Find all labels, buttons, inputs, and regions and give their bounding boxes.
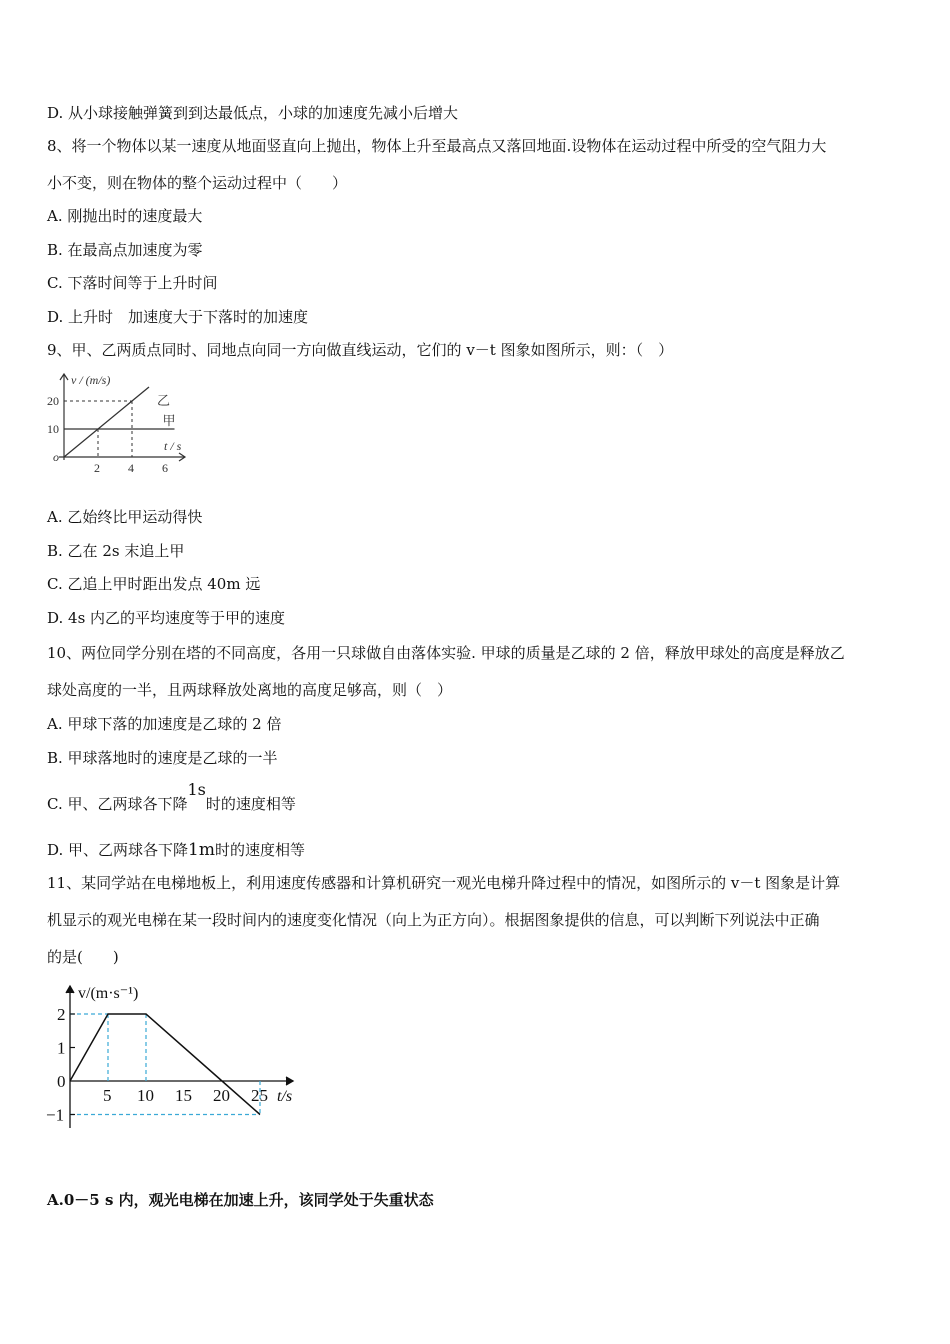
y-axis-label: v / (m/s): [71, 373, 111, 387]
y-tick-label: 2: [57, 1005, 66, 1024]
q10-option-c-suffix: 时的速度相等: [205, 795, 296, 813]
y-tick-label: −1: [46, 1105, 65, 1125]
x-tick-label: 25: [251, 1086, 268, 1105]
series-label: 甲: [162, 413, 176, 428]
x-axis-arrow: [286, 1077, 293, 1085]
q10-option-d-suffix: 时的速度相等: [214, 841, 305, 859]
q8-option-d: D. 上升时 加速度大于下落时的加速度: [47, 308, 309, 326]
y-tick-label: 1: [57, 1038, 66, 1058]
series-line: [64, 387, 149, 457]
x-tick-label: 5: [103, 1086, 112, 1105]
y-axis-label: v/(m·s⁻¹): [78, 985, 139, 1002]
q8-stem-line1: 8、将一个物体以某一速度从地面竖直向上抛出，物体上升至最高点又落回地面.设物体在运动过程中所受的空气阻力大: [47, 137, 827, 155]
q8-option-b: B. 在最高点加速度为零: [47, 241, 203, 259]
y-tick-label: 20: [47, 394, 59, 408]
q7-option-d: D. 从小球接触弹簧到到达最低点，小球的加速度先减小后增大: [47, 104, 459, 122]
y-axis-arrow: [66, 986, 74, 993]
q9-option-d: D. 4s 内乙的平均速度等于甲的速度: [47, 609, 286, 627]
q11-stem-line2: 机显示的观光电梯在某一段时间内的速度变化情况（向上为正方向）。根据图象提供的信息，可以判断下列说法中正确: [47, 911, 820, 929]
x-tick-label: 20: [213, 1086, 230, 1105]
series-line: [70, 1014, 260, 1115]
q11-stem-line1: 11、某同学站在电梯地板上，利用速度传感器和计算机研究一观光电梯升降过程中的情况，如图所示的 v－t 图象是计算: [47, 874, 841, 892]
q9-vt-chart: [45, 370, 195, 480]
q10-option-d-text: D. 甲、乙两球各下降: [47, 841, 189, 859]
q9-option-b: B. 乙在 2s 末追上甲: [47, 542, 185, 560]
q11-option-a: A.0－5 s 内，观光电梯在加速上升，该同学处于失重状态: [47, 1191, 434, 1209]
q10-stem-line1: 10、两位同学分别在塔的不同高度，各用一只球做自由落体实验. 甲球的质量是乙球的 2 倍，释放甲球处的高度是释放乙: [47, 644, 845, 662]
q10-option-b: B. 甲球落地时的速度是乙球的一半: [47, 749, 278, 767]
x-axis-label: t / s: [164, 439, 182, 453]
q8-option-a: A. 刚抛出时的速度最大: [47, 207, 203, 225]
q10-stem-line2: 球处高度的一半，且两球释放处离地的高度足够高，则（ ）: [47, 681, 453, 699]
q9-option-a: A. 乙始终比甲运动得快: [47, 508, 203, 526]
x-tick-label: 10: [137, 1086, 154, 1105]
q10-option-c: [47, 780, 296, 814]
q10-option-d-value: 1m: [188, 840, 215, 860]
q10-option-d: [47, 840, 305, 860]
x-tick-label: 6: [162, 461, 168, 475]
origin-label: o: [53, 450, 59, 464]
q11-stem-line3: 的是( ): [47, 948, 119, 966]
q11-vt-chart: [40, 978, 310, 1138]
q9-option-c: C. 乙追上甲时距出发点 40m 远: [47, 575, 261, 593]
x-axis-label: t/s: [277, 1088, 293, 1105]
x-tick-label: 2: [94, 461, 100, 475]
q10-option-c-value: 1s: [187, 780, 206, 799]
x-tick-label: 4: [128, 461, 134, 475]
q10-option-a: A. 甲球下落的加速度是乙球的 2 倍: [47, 715, 282, 733]
q8-option-c: C. 下落时间等于上升时间: [47, 274, 218, 292]
q8-stem-line2: 小不变，则在物体的整个运动过程中（ ）: [47, 174, 348, 192]
y-tick-label: 10: [47, 422, 59, 436]
x-tick-label: 15: [175, 1086, 192, 1105]
q10-option-c-text: C. 甲、乙两球各下降: [47, 795, 188, 813]
y-tick-label: 0: [57, 1072, 66, 1091]
q9-stem: 9、甲、乙两质点同时、同地点向同一方向做直线运动，它们的 v－t 图象如图所示，则：（ ）: [47, 341, 674, 359]
series-label: 乙: [157, 393, 171, 408]
